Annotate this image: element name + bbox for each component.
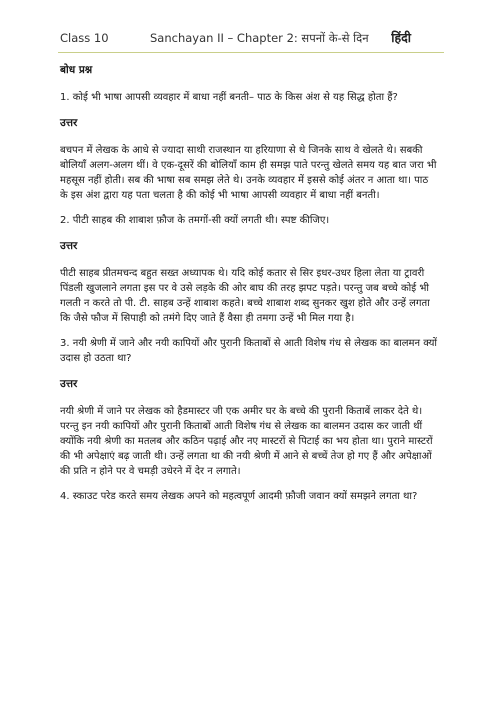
header-divider xyxy=(58,52,444,53)
section-title: बोध प्रश्न xyxy=(60,64,93,76)
document-body xyxy=(60,58,438,515)
answer-2: पीटी साहब प्रीतमचन्द बहुत सख्त अध्यापक थे। यदि कोई कतार से सिर इधर-उधर हिला लेता या ट्रावरी पिंडली खुजलाने लगता इस पर वे उसे लड़के की ओर बाघ की तरह झपट पड़ते। परन्तु जब बच्चे कोई भी गलती न करते तो पी. टी. साहब उन्हें शाबाश कहते। बच्चे शाबाश शब्द सुनकर खुश होते और उन्हें लगता कि जैसे फौज में सिपाही को तमंगे दिए जाते हैं वैसा ही तमगा उन्हें भी मिल गया है। xyxy=(60,268,430,324)
language-label: हिंदी xyxy=(391,30,411,45)
answer-3: नयी श्रेणी में जाने पर लेखक को हैडमास्टर जी एक अमीर घर के बच्चे की पुरानी किताबें लाकर देते थे। परन्तु इन नयी कापियों और पुरानी किताबों आती विशेष गंध से लेखक का बालमन उदास कर जाती थीं क्योंकि नयी श्रेणी का मतलब और कठिन पढ़ाई और नए मास्टरों से पिटाई का भय होता था। पुराने मास्टरों की भी अपेक्षाएं बढ़ जाती थी। उन्हें लगता था की नयी श्रेणी में आने से बच्चें तेज हो गए हैं और अपेक्षाओं की प्रति न होने पर वे चमड़ी उधेरने में देर न लगाते। xyxy=(60,406,433,477)
question-3: 3. नयी श्रेणी में जाने और नयी कापियों और पुरानी किताबों से आती विशेष गंध से लेखक का बालमन क्यों उदास हो उठता था? xyxy=(60,338,437,364)
question-4: 4. स्काउट परेड करते समय लेखक अपने को महत्वपूर्ण आदमी फ़ौजी जवान क्यों समझने लगता था? xyxy=(60,491,418,502)
question-2: 2. पीटी साहब की शाबाश फ़ौज के तमगों-सी क्यों लगती थी। स्पष्ट कीजिए। xyxy=(60,215,330,226)
answer-heading-1: उत्तर xyxy=(60,117,78,129)
class-label: Class 10 xyxy=(60,31,109,45)
answer-heading-2: उत्तर xyxy=(60,240,78,252)
page-header xyxy=(60,29,445,49)
answer-1: बचपन में लेखक के आधे से ज्यादा साथी राजस्थान या हरियाणा से थे जिनके साथ वे खेलते थे। सबकी बोलियाँ अलग-अलग थीं। वे एक-दूसरें की बोलियाँ काम ही समझ पाते परन्तु खेलते समय यह बात जरा भी महसूस नहीं होती। सब की भाषा सब समझ लेते थे। उनके व्यवहार में इससे कोई अंतर न आता था। पाठ के इस अंश द्वारा यह पता चलता है की कोई भी भाषा आपसी व्यवहार में बाधा नहीं बनती। xyxy=(60,145,437,201)
answer-heading-3: उत्तर xyxy=(60,378,78,390)
chapter-title: Sanchayan II – Chapter 2: सपनों के-से दिन xyxy=(150,31,369,45)
question-1: 1. कोई भी भाषा आपसी व्यवहार में बाधा नहीं बनती– पाठ के किस अंश से यह सिद्ध होता हैं? xyxy=(60,92,398,103)
